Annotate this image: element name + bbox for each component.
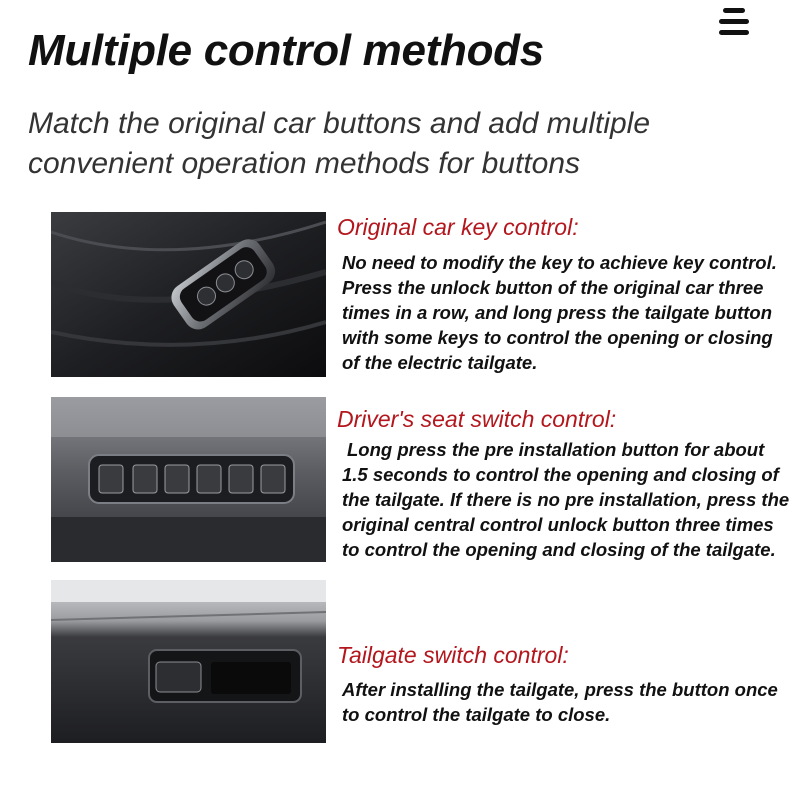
section-heading: Tailgate switch control: (337, 642, 569, 668)
tailgate-switch-photo (51, 580, 326, 743)
section-heading: Driver's seat switch control: (337, 406, 617, 432)
hamburger-menu-icon[interactable] (719, 8, 749, 32)
section-description: After installing the tailgate, press the button once to control the tailgate to close. (342, 679, 778, 725)
page-title: Multiple control methods (28, 26, 544, 75)
section-description: No need to modify the key to achieve key control. Press the unlock button of the original car three times in a row, and long press the tailgate button with some keys to control the opening or closing of the electric tailgate. (342, 252, 777, 373)
section-heading: Original car key control: (337, 214, 579, 240)
car-key-fob-photo (51, 212, 326, 377)
section-description: Long press the pre installation button for about 1.5 seconds to control the opening and closing of the tailgate. If there is no pre installation, press the original central control unlock button three times to control the opening and closing of the tailgate. (342, 439, 790, 560)
driver-seat-switch-panel-photo (51, 397, 326, 562)
page-subtitle: Match the original car buttons and add multiple convenient operation methods for buttons (28, 107, 651, 180)
